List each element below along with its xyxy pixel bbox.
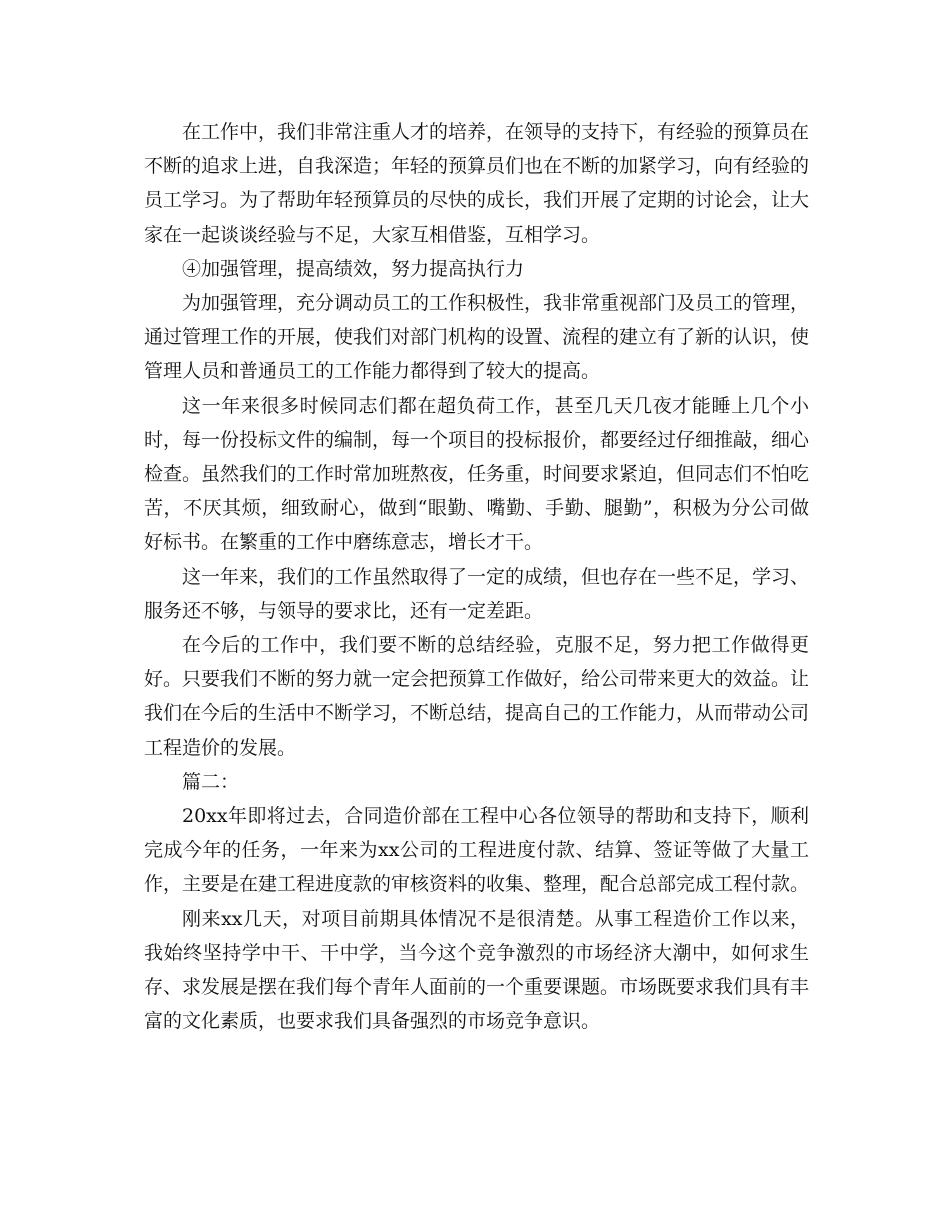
paragraph-management: 为加强管理，充分调动员工的工作积极性，我非常重视部门及员工的管理，通过管理工作的开展，使我们对部门机构的设置、流程的建立有了新的认识，使管理人员和普通员工的工作能力都得到了较大的提高。 [144,292,810,383]
paragraph-career-start: 刚来xx几天，对项目前期具体情况不是很清楚。从事工程造价工作以来，我始终坚持学中干、干中学，当今这个竞争激烈的市场经济大潮中，如何求生存、求发展是摆在我们每个青年人面前的一个重要课题。市场既要求我们具有丰富的文化素质，也要求我们具备强烈的市场竞争意识。 [144,907,810,1033]
section-heading-management: ④加强管理，提高绩效，努力提高执行力 [182,257,525,280]
paragraph-talent-training: 在工作中，我们非常注重人才的培养，在领导的支持下，有经验的预算员在不断的追求上进，自我深造；年轻的预算员们也在不断的加紧学习，向有经验的员工学习。为了帮助年轻预算员的尽快的成长，我们开展了定期的讨论会，让大家在一起谈谈经验与不足，大家互相借鉴，互相学习。 [144,121,810,246]
paragraph-shortcomings: 这一年来，我们的工作虽然取得了一定的成绩，但也存在一些不足，学习、服务还不够，与领导的要求比，还有一定差距。 [144,565,810,622]
paragraph-year-summary: 20xx年即将过去，合同造价部在工程中心各位领导的帮助和支持下，顺利完成今年的任务，一年来为xx公司的工程进度付款、结算、签证等做了大量工作，主要是在建工程进度款的审核资料的收集、整理，配合总部完成工程付款。 [144,805,810,896]
paragraph-overtime-work: 这一年来很多时候同志们都在超负荷工作，甚至几天几夜才能睡上几个小时，每一份投标文件的编制，每一个项目的投标报价，都要经过仔细推敲，细心检查。虽然我们的工作时常加班熬夜，任务重，时间要求紧迫，但同志们不怕吃苦，不厌其烦，细致耐心，做到“眼勤、嘴勤、手勤、腿勤”，积极为分公司做好标书。在繁重的工作中磨练意志，增长才干。 [144,394,810,554]
section-heading-part-two: 篇二： [182,770,240,793]
paragraph-future-work: 在今后的工作中，我们要不断的总结经验，克服不足，努力把工作做得更好。只要我们不断的努力就一定会把预算工作做好，给公司带来更大的效益。让我们在今后的生活中不断学习，不断总结，提高自己的工作能力，从而带动公司工程造价的发展。 [144,634,810,759]
document-body [144,115,809,1038]
